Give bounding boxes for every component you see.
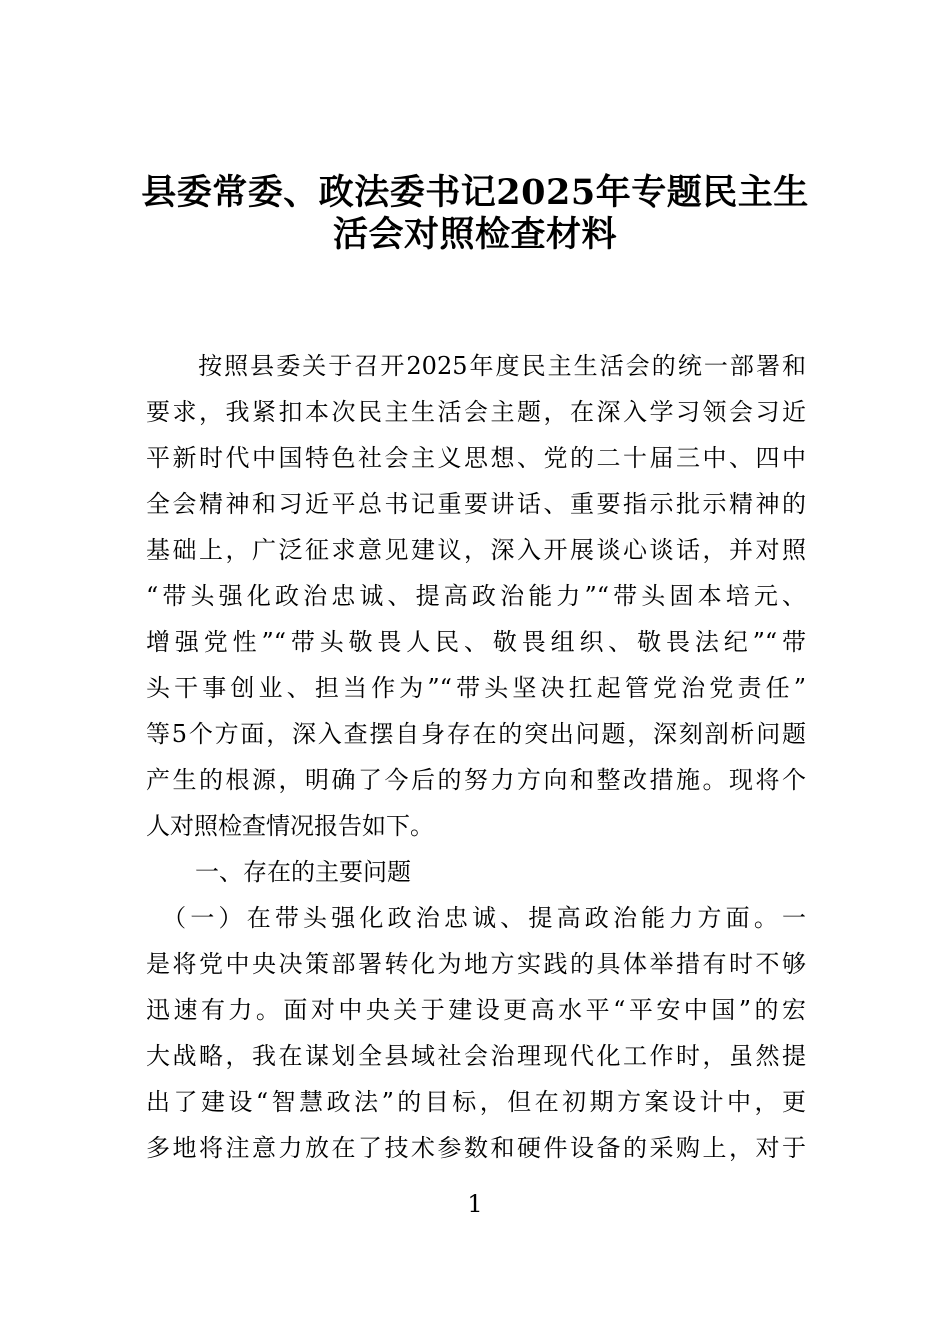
paragraph-1-line-8: 头干事创业、担当作为”“带头坚决扛起管党治党责任” [146, 674, 806, 702]
paragraph-1-line-4: 全会精神和习近平总书记重要讲话、重要指示批示精神的 [146, 490, 806, 518]
document-title-line-2: 活会对照检查材料 [332, 214, 617, 255]
paragraph-2-line-6: 多地将注意力放在了技术参数和硬件设备的采购上，对于 [146, 1134, 806, 1162]
section-heading-1: 一、存在的主要问题 [195, 858, 411, 886]
paragraph-1-line-6: “带头强化政治忠诚、提高政治能力”“带头固本培元、 [146, 582, 806, 610]
paragraph-1-line-7: 增强党性”“带头敬畏人民、敬畏组织、敬畏法纪”“带 [146, 628, 806, 656]
paragraph-2-line-1: （一）在带头强化政治忠诚、提高政治能力方面。一 [146, 904, 806, 932]
paragraph-1-line-10: 产生的根源，明确了今后的努力方向和整改措施。现将个 [146, 766, 806, 794]
paragraph-1-line-5: 基础上，广泛征求意见建议，深入开展谈心谈话，并对照 [146, 536, 806, 564]
paragraph-1-line-2: 要求，我紧扣本次民主生活会主题，在深入学习领会习近 [146, 398, 806, 426]
paragraph-2-line-5: 出了建设“智慧政法”的目标，但在初期方案设计中，更 [146, 1088, 806, 1116]
paragraph-2-line-2: 是将党中央决策部署转化为地方实践的具体举措有时不够 [146, 950, 806, 978]
page-number: 1 [467, 1190, 483, 1218]
paragraph-2-line-3: 迅速有力。面对中央关于建设更高水平“平安中国”的宏 [146, 996, 806, 1024]
paragraph-2-line-4: 大战略，我在谋划全县域社会治理现代化工作时，虽然提 [146, 1042, 806, 1070]
paragraph-1-line-9: 等5个方面，深入查摆自身存在的突出问题，深刻剖析问题 [146, 720, 806, 748]
paragraph-1-line-3: 平新时代中国特色社会主义思想、党的二十届三中、四中 [146, 444, 806, 472]
document-title-line-1: 县委常委、政法委书记2025年专题民主生 [141, 172, 809, 213]
paragraph-1-line-11: 人对照检查情况报告如下。 [146, 812, 434, 840]
paragraph-1-line-1: 按照县委关于召开2025年度民主生活会的统一部署和 [146, 352, 806, 380]
